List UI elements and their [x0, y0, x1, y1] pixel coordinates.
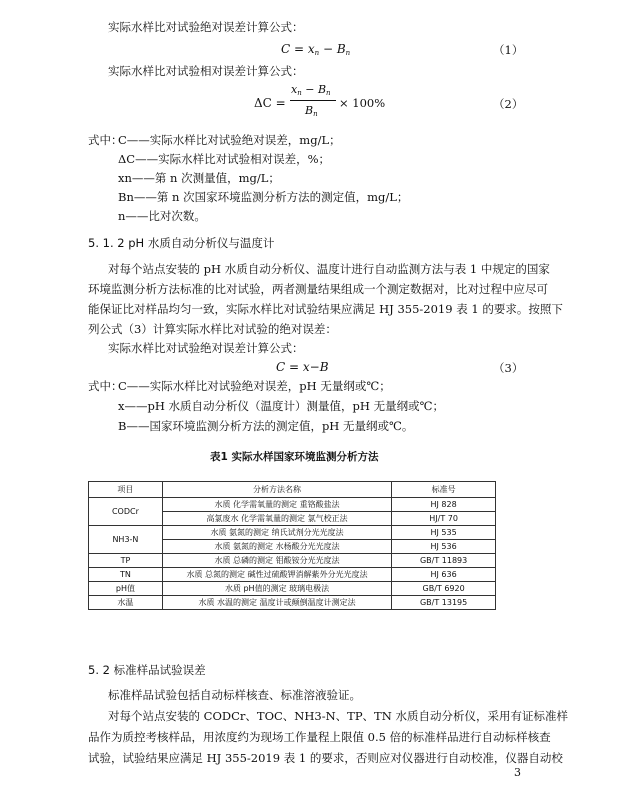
table-row	[89, 568, 496, 582]
table-cell-method: 水质 水温的测定 温度计或颠倒温度计测定法	[162, 596, 391, 610]
formula1-expression: $C = x_n - B_n$	[281, 42, 351, 57]
table-row	[89, 582, 496, 596]
formula2-lhs: ΔC =	[254, 96, 286, 110]
where1-item: C——实际水样比对试验绝对误差，mg/L；	[118, 133, 341, 147]
table-cell-std: HJ 636	[392, 568, 496, 582]
table-cell-std: HJ 535	[392, 526, 496, 540]
table-cell-std: GB/T 11893	[392, 554, 496, 568]
formula2-intro: 实际水样比对试验相对误差计算公式：	[108, 64, 304, 78]
table-cell-method: 水质 总氮的测定 碱性过硫酸钾消解紫外分光光度法	[162, 568, 391, 582]
formula2-numerator: $x_n - B_n$	[291, 83, 331, 97]
table-cell-std: HJ 536	[392, 540, 496, 554]
table-header: 标准号	[392, 482, 496, 498]
where2-item: x——pH 水质自动分析仪（温度计）测量值，pH 无量纲或℃；	[118, 399, 444, 413]
table-cell-method: 水质 氨氮的测定 纳氏试剂分光光度法	[162, 526, 391, 540]
where2-lead: 式中：	[88, 379, 123, 393]
table-cell-item: NH3-N	[89, 526, 163, 554]
table-row	[89, 498, 496, 512]
formula3-number: （3）	[493, 361, 524, 375]
where1-item: ΔC——实际水样比对试验相对误差，%；	[118, 152, 331, 166]
section-512-para-line: 对每个站点安装的 pH 水质自动分析仪、温度计进行自动监测方法与表 1 中规定的国家	[108, 262, 550, 276]
formula1-intro: 实际水样比对试验绝对误差计算公式：	[108, 20, 304, 34]
table-cell-method: 水质 pH值的测定 玻璃电极法	[162, 582, 391, 596]
formula3-intro: 实际水样比对试验绝对误差计算公式：	[108, 341, 304, 355]
where1-item: xn——第 n 次测量值，mg/L；	[118, 171, 280, 185]
table-header: 项目	[89, 482, 163, 498]
section-52-para2-line: 品作为质控考核样品，用浓度约为现场工作量程上限值 0.5 倍的标准样品进行自动标样核查	[88, 730, 551, 744]
table-row	[89, 596, 496, 610]
where1-item: Bn——第 n 次国家环境监测分析方法的测定值，mg/L；	[118, 190, 409, 204]
table-cell-method: 高氯废水 化学需氧量的测定 氯气校正法	[162, 512, 391, 526]
table-cell-item: TN	[89, 568, 163, 582]
table-cell-item: CODCr	[89, 498, 163, 526]
table-header-row	[89, 482, 496, 498]
page-number: 3	[514, 766, 521, 779]
table1-caption: 表1 实际水样国家环境监测分析方法	[210, 451, 379, 463]
table-cell-method: 水质 总磷的测定 钼酸铵分光光度法	[162, 554, 391, 568]
formula3-expression: C = x−B	[276, 360, 329, 374]
where1-item: n——比对次数。	[118, 209, 206, 223]
formula2-times: × 100%	[339, 96, 386, 110]
table-row	[89, 554, 496, 568]
section-52-para2-line: 对每个站点安装的 CODCr、TOC、NH3-N、TP、TN 水质自动分析仪，采用有证标准样	[108, 709, 568, 723]
section-512-para-line: 环境监测分析方法标准的比对试验，两者测量结果组成一个测定数据对，比对过程中应尽可	[88, 282, 548, 296]
where2-item: B——国家环境监测分析方法的测定值，pH 无量纲或℃。	[118, 419, 414, 433]
table-cell-std: GB/T 6920	[392, 582, 496, 596]
table1	[88, 481, 496, 610]
section-512-para-line: 能保证比对样品均匀一致，实际水样比对试验结果应满足 HJ 355-2019 表 1 的要求。按照下	[88, 302, 563, 316]
table-cell-method: 水质 氨氮的测定 水杨酸分光光度法	[162, 540, 391, 554]
table-cell-item: 水温	[89, 596, 163, 610]
table-cell-std: GB/T 13195	[392, 596, 496, 610]
table-cell-item: pH值	[89, 582, 163, 596]
table-header: 分析方法名称	[162, 482, 391, 498]
section-52-heading: 5. 2 标准样品试验误差	[88, 663, 206, 677]
formula2-number: （2）	[493, 97, 524, 111]
table-cell-std: HJ 828	[392, 498, 496, 512]
table-row	[89, 526, 496, 540]
where1-lead: 式中：	[88, 133, 123, 147]
section-52-para2-line: 试验，试验结果应满足 HJ 355-2019 表 1 的要求，否则应对仪器进行自动校准，仪器自动校	[88, 751, 563, 765]
table-cell-method: 水质 化学需氧量的测定 重铬酸盐法	[162, 498, 391, 512]
section-52-para1: 标准样品试验包括自动标样核查、标准溶液验证。	[108, 688, 361, 702]
table-cell-item: TP	[89, 554, 163, 568]
where2-item: C——实际水样比对试验绝对误差，pH 无量纲或℃；	[118, 379, 391, 393]
table-cell-std: HJ/T 70	[392, 512, 496, 526]
formula1-number: （1）	[493, 43, 524, 57]
formula2-denominator: $B_n$	[305, 104, 318, 118]
section-512-heading: 5. 1. 2 pH 水质自动分析仪与温度计	[88, 236, 275, 250]
section-512-para-line: 列公式（3）计算实际水样比对试验的绝对误差：	[88, 322, 337, 336]
formula2-fraction-bar	[290, 100, 336, 101]
